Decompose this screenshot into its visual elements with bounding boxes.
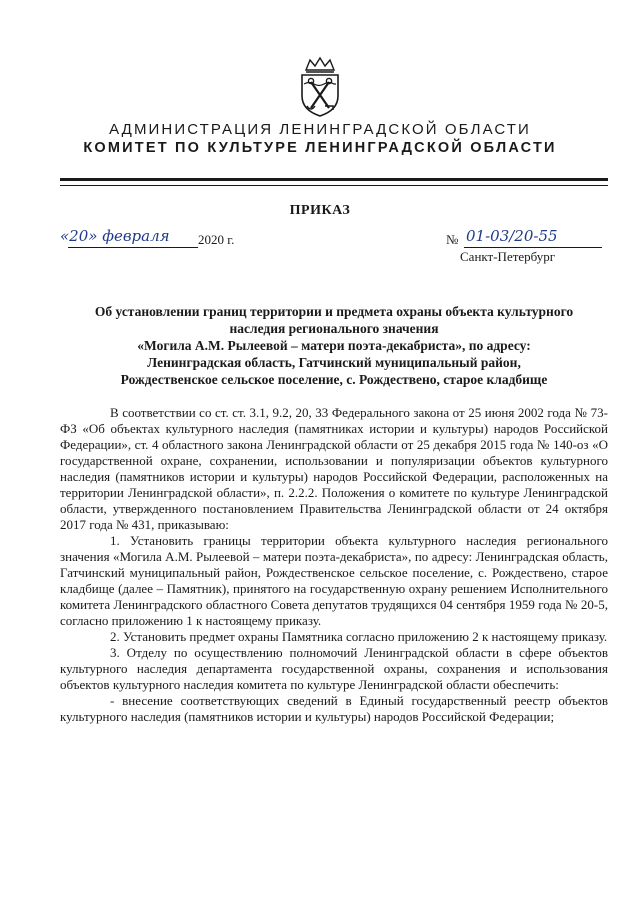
body-paragraph-item-2: 2. Установить предмет охраны Памятника согласно приложению 2 к настоящему приказу. [110,629,608,644]
date-underline [68,247,198,248]
subject-line: наследия регионального значения [229,321,439,336]
organization-name: АДМИНИСТРАЦИЯ ЛЕНИНГРАДСКОЙ ОБЛАСТИ [109,121,531,138]
body-paragraph-preamble: В соответствии со ст. ст. 3.1, 9.2, 20, 33 Федерального закона от 25 июня 2002 года № 73-ФЗ «Об объектах культурного наследия (памятниках истории и культуры) народов Российской Федерации», ст. 4 областного закона Ленинградской области от 25 декабря 2015 года № 140-оз «О государственной охране, сохранении, использовании и популяризации объектов культурного наследия (памятников истории и культуры) народов Российской Федерации, расположенных на территории Ленинградской области», п. 2.2.2. Положения о комитете по культуре Ленинградской области, утвержденного постановлением Правительства Ленинградской области от 24 октября 2017 года № 431, приказываю: [60,405,608,532]
number-sign: № [446,232,459,247]
coat-of-arms-icon [298,56,342,118]
date-year: 2020 г. [198,232,235,247]
order-date [60,229,260,251]
order-number [446,229,606,251]
header-divider-thin [60,185,608,186]
body-paragraph-item-3: 3. Отделу по осуществлению полномочий Ленинградской области в сфере объектов культурного наследия департамента государственной охраны, сохранения и использования объектов культурного наследия комитета по культуре Ленинградской области обеспечить: [60,645,608,692]
subject-line: Ленинградская область, Гатчинский муниципальный район, [147,355,521,370]
committee-name: КОМИТЕТ ПО КУЛЬТУРЕ ЛЕНИНГРАДСКОЙ ОБЛАСТИ [83,140,557,156]
subject-line: Об установлении границ территории и предмета охраны объекта культурного [94,304,574,319]
order-body [60,405,608,725]
body-paragraph-subitem: - внесение соответствующих сведений в Единый государственный реестр объектов культурного наследия (памятников истории и культуры) народов Российской Федерации; [60,693,608,724]
handwritten-date: «20» февраля [60,227,170,245]
subject-line: «Могила А.М. Рылеевой – матери поэта-декабриста», по адресу: [137,338,531,353]
number-underline [464,247,602,248]
order-title: ПРИКАЗ [289,203,351,218]
handwritten-number: 01-03/20-55 [466,227,558,245]
header-divider-thick [60,178,608,181]
body-paragraph-item-1: 1. Установить границы территории объекта культурного наследия регионального значения «Могила А.М. Рылеевой – матери поэта-декабриста», по адресу: Ленинградская область, Гатчинский муниципальный район, Рождественское сельское поселение, с. Рождествено, старое кладбище (далее – Памятник), принятого на государственную охрану решением Исполнительного комитета Ленинградского областного Совета депутатов трудящихся 04 сентября 1959 года № 20-5, согласно приложению 1 к настоящему приказу. [60,533,608,628]
subject-line: Рождественское сельское поселение, с. Рождествено, старое кладбище [120,372,548,387]
order-subject [60,303,608,388]
city: Санкт-Петербург [460,249,556,264]
